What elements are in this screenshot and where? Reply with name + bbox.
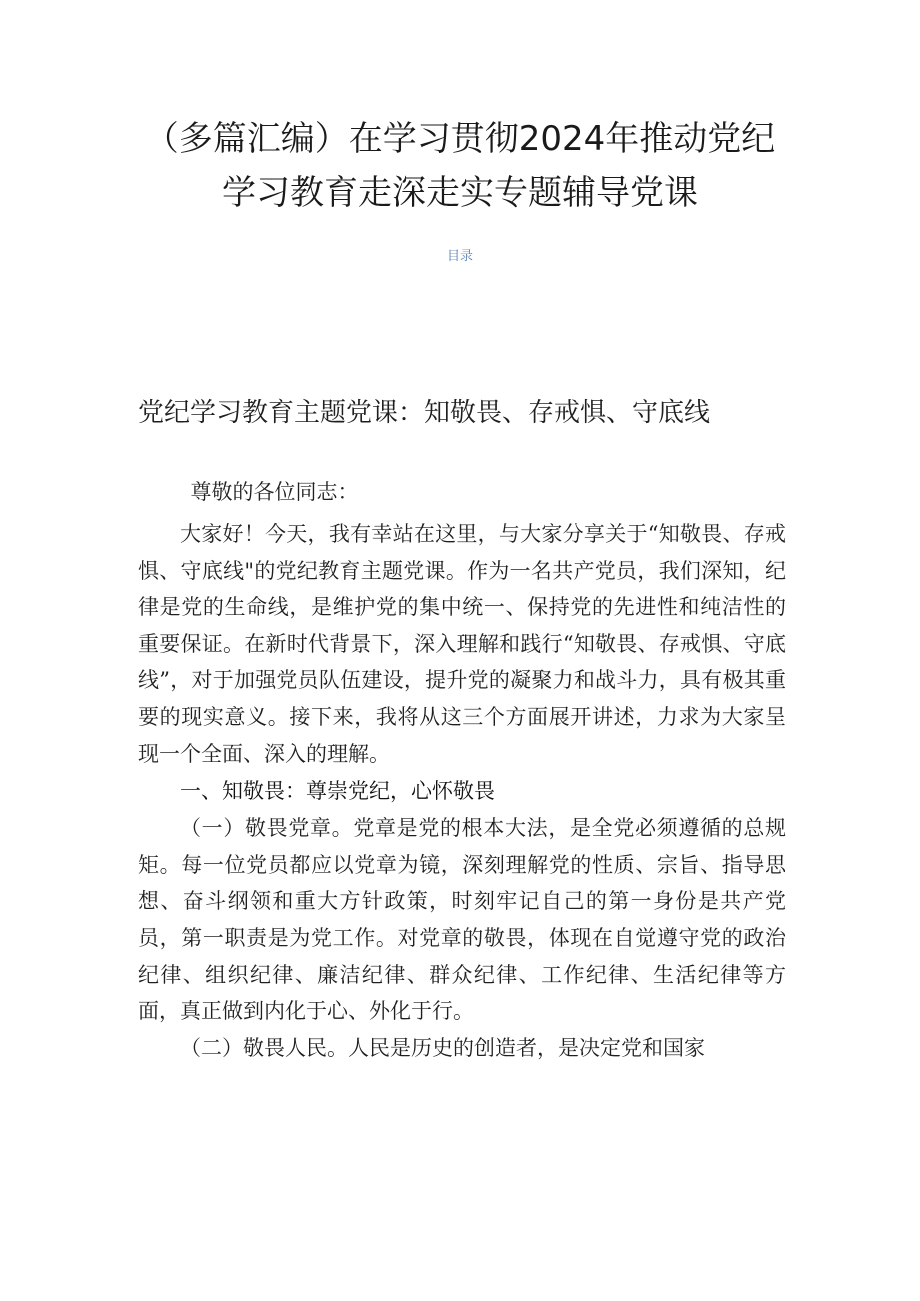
toc-label[interactable]: 目录: [446, 249, 473, 264]
item-one-paragraph: （一）敬畏党章。党章是党的根本大法，是全党必须遵循的总规矩。每一位党员都应以党章为镜，深刻理解党的性质、宗旨、指导思想、奋斗纲领和重大方针政策，时刻牢记自己的第一身份是共产党员，第一职责是为党工作。对党章的敬畏，体现在自觉遵守党的政治纪律、组织纪律、廉洁纪律、群众纪律、工作纪律、生活纪律等方面，真正做到内化于心、外化于行。: [138, 816, 786, 1024]
document-title: [0, 112, 920, 220]
intro-paragraph: 大家好！今天，我有幸站在这里，与大家分享关于“知敬畏、存戒惧、守底线"的党纪教育主题党课。作为一名共产党员，我们深知，纪律是党的生命线，是维护党的集中统一、保持党的先进性和纯洁性的重要保证。在新时代背景下，深入理解和践行“知敬畏、存戒惧、守底线”，对于加强党员队伍建设，提升党的凝聚力和战斗力，具有极其重要的现实意义。接下来，我将从这三个方面展开讲述，力求为大家呈现一个全面、深入的理解。: [138, 522, 786, 766]
part-one-heading: 一、知敬畏：尊崇党纪，心怀敬畏: [180, 779, 495, 804]
title-line-2: 学习教育走深走实专题辅导党课: [222, 173, 698, 213]
title-line-1: （多篇汇编）在学习贯彻2024年推动党纪: [144, 119, 776, 159]
greeting: 尊敬的各位同志：: [190, 480, 359, 504]
item-two-paragraph: （二）敬畏人民。人民是历史的创造者，是决定党和国家: [180, 1035, 705, 1060]
document-body: [138, 474, 786, 1066]
section-heading: 党纪学习教育主题党课：知敬畏、存戒惧、守底线: [138, 398, 711, 428]
